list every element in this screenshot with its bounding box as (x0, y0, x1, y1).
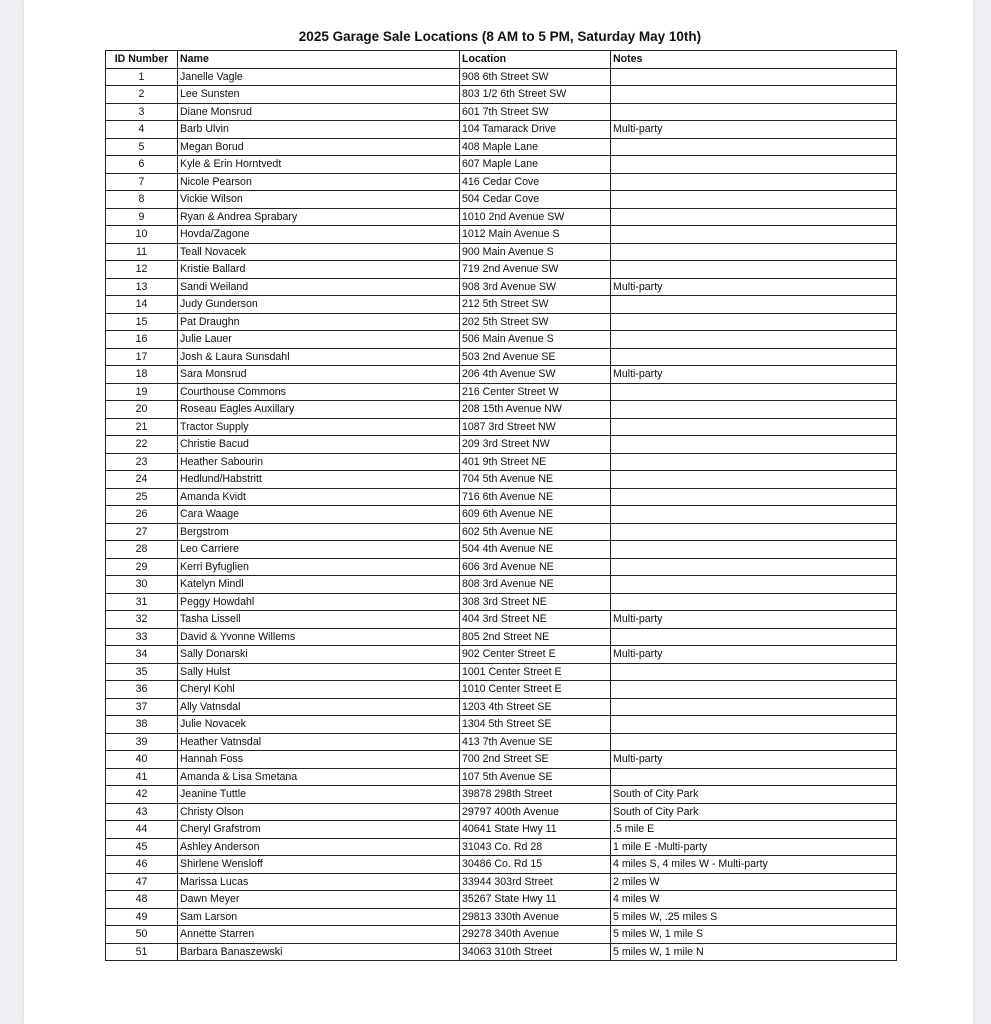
table-row (106, 926, 897, 944)
cell-location: 606 3rd Avenue NE (460, 558, 611, 576)
table-row (106, 383, 897, 401)
header-name: Name (178, 51, 460, 69)
cell-name: Tractor Supply (178, 418, 460, 436)
cell-location: 216 Center Street W (460, 383, 611, 401)
table-row (106, 716, 897, 734)
cell-location: 34063 310th Street (460, 943, 611, 961)
cell-notes (611, 243, 897, 261)
table-row (106, 681, 897, 699)
cell-name: Ashley Anderson (178, 838, 460, 856)
cell-id: 12 (106, 261, 178, 279)
table-row (106, 173, 897, 191)
cell-notes (611, 103, 897, 121)
table-row (106, 646, 897, 664)
cell-location: 1010 Center Street E (460, 681, 611, 699)
cell-name: Dawn Meyer (178, 891, 460, 909)
cell-name: Bergstrom (178, 523, 460, 541)
cell-notes (611, 558, 897, 576)
table-row (106, 313, 897, 331)
cell-location: 607 Maple Lane (460, 156, 611, 174)
cell-name: Amanda & Lisa Smetana (178, 768, 460, 786)
cell-name: Cheryl Kohl (178, 681, 460, 699)
table-row (106, 331, 897, 349)
cell-name: Heather Sabourin (178, 453, 460, 471)
table-row (106, 401, 897, 419)
garage-sale-table (105, 50, 897, 961)
header-location: Location (460, 51, 611, 69)
table-row (106, 86, 897, 104)
cell-notes (611, 331, 897, 349)
table-row (106, 436, 897, 454)
table-row (106, 156, 897, 174)
page-title: 2025 Garage Sale Locations (8 AM to 5 PM, Saturday May 10th) (298, 29, 702, 44)
cell-name: Diane Monsrud (178, 103, 460, 121)
table-row (106, 471, 897, 489)
cell-location: 35267 State Hwy 11 (460, 891, 611, 909)
cell-location: 209 3rd Street NW (460, 436, 611, 454)
cell-name: Sara Monsrud (178, 366, 460, 384)
cell-name: Nicole Pearson (178, 173, 460, 191)
cell-name: Heather Vatnsdal (178, 733, 460, 751)
cell-notes: 5 miles W, .25 miles S (611, 908, 897, 926)
cell-name: Peggy Howdahl (178, 593, 460, 611)
cell-id: 36 (106, 681, 178, 699)
cell-name: Kyle & Erin Horntvedt (178, 156, 460, 174)
cell-notes (611, 768, 897, 786)
cell-notes (611, 541, 897, 559)
cell-id: 16 (106, 331, 178, 349)
cell-id: 17 (106, 348, 178, 366)
cell-name: Sam Larson (178, 908, 460, 926)
cell-id: 47 (106, 873, 178, 891)
cell-name: Roseau Eagles Auxillary (178, 401, 460, 419)
cell-location: 202 5th Street SW (460, 313, 611, 331)
cell-notes (611, 523, 897, 541)
table-row (106, 261, 897, 279)
cell-id: 40 (106, 751, 178, 769)
cell-location: 506 Main Avenue S (460, 331, 611, 349)
cell-id: 6 (106, 156, 178, 174)
cell-name: Ryan & Andrea Sprabary (178, 208, 460, 226)
cell-notes: Multi-party (611, 366, 897, 384)
cell-id: 39 (106, 733, 178, 751)
cell-name: Judy Gunderson (178, 296, 460, 314)
table-row (106, 768, 897, 786)
cell-id: 38 (106, 716, 178, 734)
cell-notes (611, 156, 897, 174)
cell-location: 1304 5th Street SE (460, 716, 611, 734)
cell-id: 21 (106, 418, 178, 436)
cell-notes: .5 mile E (611, 821, 897, 839)
cell-id: 48 (106, 891, 178, 909)
cell-name: Hedlund/Habstritt (178, 471, 460, 489)
cell-name: Cheryl Grafstrom (178, 821, 460, 839)
cell-location: 308 3rd Street NE (460, 593, 611, 611)
table-row (106, 838, 897, 856)
cell-id: 28 (106, 541, 178, 559)
table-row (106, 191, 897, 209)
cell-id: 23 (106, 453, 178, 471)
cell-id: 30 (106, 576, 178, 594)
cell-name: Hovda/Zagone (178, 226, 460, 244)
cell-notes (611, 313, 897, 331)
cell-id: 15 (106, 313, 178, 331)
cell-location: 1087 3rd Street NW (460, 418, 611, 436)
cell-name: Annette Starren (178, 926, 460, 944)
cell-name: Cara Waage (178, 506, 460, 524)
cell-location: 1001 Center Street E (460, 663, 611, 681)
cell-id: 41 (106, 768, 178, 786)
cell-name: Courthouse Commons (178, 383, 460, 401)
cell-notes: 4 miles S, 4 miles W - Multi-party (611, 856, 897, 874)
cell-location: 716 6th Avenue NE (460, 488, 611, 506)
cell-id: 31 (106, 593, 178, 611)
cell-location: 408 Maple Lane (460, 138, 611, 156)
cell-name: Janelle Vagle (178, 68, 460, 86)
cell-name: Josh & Laura Sunsdahl (178, 348, 460, 366)
cell-location: 908 3rd Avenue SW (460, 278, 611, 296)
table-row (106, 296, 897, 314)
cell-location: 416 Cedar Cove (460, 173, 611, 191)
cell-location: 602 5th Avenue NE (460, 523, 611, 541)
table-row (106, 541, 897, 559)
cell-location: 104 Tamarack Drive (460, 121, 611, 139)
cell-notes: Multi-party (611, 611, 897, 629)
cell-name: Christie Bacud (178, 436, 460, 454)
cell-location: 31043 Co. Rd 28 (460, 838, 611, 856)
cell-notes (611, 173, 897, 191)
cell-id: 37 (106, 698, 178, 716)
table-row (106, 243, 897, 261)
table-row (106, 121, 897, 139)
cell-notes (611, 208, 897, 226)
cell-notes (611, 716, 897, 734)
cell-name: Christy Olson (178, 803, 460, 821)
table-body (106, 68, 897, 961)
cell-notes (611, 471, 897, 489)
cell-notes (611, 383, 897, 401)
cell-location: 1010 2nd Avenue SW (460, 208, 611, 226)
cell-location: 908 6th Street SW (460, 68, 611, 86)
table-row (106, 418, 897, 436)
cell-id: 29 (106, 558, 178, 576)
table-row (106, 908, 897, 926)
cell-notes (611, 488, 897, 506)
cell-notes (611, 261, 897, 279)
cell-location: 212 5th Street SW (460, 296, 611, 314)
cell-name: Marissa Lucas (178, 873, 460, 891)
cell-name: David & Yvonne Willems (178, 628, 460, 646)
cell-location: 700 2nd Street SE (460, 751, 611, 769)
table-row (106, 751, 897, 769)
cell-id: 9 (106, 208, 178, 226)
cell-id: 20 (106, 401, 178, 419)
cell-id: 42 (106, 786, 178, 804)
cell-id: 3 (106, 103, 178, 121)
table-row (106, 873, 897, 891)
cell-id: 25 (106, 488, 178, 506)
cell-notes (611, 226, 897, 244)
cell-id: 27 (106, 523, 178, 541)
cell-notes: 1 mile E -Multi-party (611, 838, 897, 856)
table-row (106, 628, 897, 646)
cell-notes: Multi-party (611, 751, 897, 769)
cell-location: 29278 340th Avenue (460, 926, 611, 944)
cell-name: Barbara Banaszewski (178, 943, 460, 961)
cell-notes: Multi-party (611, 646, 897, 664)
cell-notes (611, 86, 897, 104)
cell-location: 29797 400th Avenue (460, 803, 611, 821)
cell-id: 51 (106, 943, 178, 961)
cell-notes (611, 138, 897, 156)
cell-name: Julie Novacek (178, 716, 460, 734)
cell-location: 33944 303rd Street (460, 873, 611, 891)
cell-notes (611, 663, 897, 681)
header-notes: Notes (611, 51, 897, 69)
cell-location: 39878 298th Street (460, 786, 611, 804)
cell-name: Hannah Foss (178, 751, 460, 769)
cell-location: 503 2nd Avenue SE (460, 348, 611, 366)
table-row (106, 576, 897, 594)
cell-id: 45 (106, 838, 178, 856)
table-row (106, 733, 897, 751)
cell-location: 704 5th Avenue NE (460, 471, 611, 489)
cell-id: 19 (106, 383, 178, 401)
table-row (106, 488, 897, 506)
cell-notes: South of City Park (611, 786, 897, 804)
cell-id: 26 (106, 506, 178, 524)
cell-id: 35 (106, 663, 178, 681)
table-row (106, 348, 897, 366)
cell-id: 1 (106, 68, 178, 86)
cell-name: Ally Vatnsdal (178, 698, 460, 716)
cell-location: 805 2nd Street NE (460, 628, 611, 646)
cell-location: 404 3rd Street NE (460, 611, 611, 629)
cell-id: 8 (106, 191, 178, 209)
cell-location: 29813 330th Avenue (460, 908, 611, 926)
cell-notes (611, 68, 897, 86)
cell-notes (611, 348, 897, 366)
table-row (106, 856, 897, 874)
cell-notes (611, 436, 897, 454)
cell-location: 719 2nd Avenue SW (460, 261, 611, 279)
cell-notes (611, 593, 897, 611)
cell-location: 808 3rd Avenue NE (460, 576, 611, 594)
cell-id: 18 (106, 366, 178, 384)
table-row (106, 943, 897, 961)
document-page (24, 0, 973, 1024)
cell-notes: 4 miles W (611, 891, 897, 909)
cell-id: 7 (106, 173, 178, 191)
cell-id: 33 (106, 628, 178, 646)
cell-location: 40641 State Hwy 11 (460, 821, 611, 839)
cell-name: Lee Sunsten (178, 86, 460, 104)
table-row (106, 226, 897, 244)
cell-location: 902 Center Street E (460, 646, 611, 664)
table-row (106, 208, 897, 226)
cell-location: 206 4th Avenue SW (460, 366, 611, 384)
cell-name: Amanda Kvidt (178, 488, 460, 506)
cell-notes: 5 miles W, 1 mile S (611, 926, 897, 944)
cell-id: 22 (106, 436, 178, 454)
cell-notes (611, 401, 897, 419)
cell-notes (611, 296, 897, 314)
cell-notes (611, 506, 897, 524)
cell-id: 24 (106, 471, 178, 489)
cell-id: 2 (106, 86, 178, 104)
cell-id: 44 (106, 821, 178, 839)
cell-id: 43 (106, 803, 178, 821)
cell-id: 34 (106, 646, 178, 664)
cell-id: 50 (106, 926, 178, 944)
cell-name: Barb Ulvin (178, 121, 460, 139)
cell-name: Megan Borud (178, 138, 460, 156)
table-row (106, 138, 897, 156)
cell-name: Jeanine Tuttle (178, 786, 460, 804)
cell-location: 1012 Main Avenue S (460, 226, 611, 244)
cell-name: Shirlene Wensloff (178, 856, 460, 874)
cell-notes: 2 miles W (611, 873, 897, 891)
cell-notes (611, 191, 897, 209)
cell-id: 46 (106, 856, 178, 874)
cell-id: 13 (106, 278, 178, 296)
table-row (106, 698, 897, 716)
cell-id: 10 (106, 226, 178, 244)
table-row (106, 611, 897, 629)
cell-location: 1203 4th Street SE (460, 698, 611, 716)
cell-location: 208 15th Avenue NW (460, 401, 611, 419)
cell-notes (611, 698, 897, 716)
cell-location: 504 Cedar Cove (460, 191, 611, 209)
table-row (106, 278, 897, 296)
cell-name: Pat Draughn (178, 313, 460, 331)
table-row (106, 453, 897, 471)
cell-name: Teall Novacek (178, 243, 460, 261)
table-row (106, 366, 897, 384)
cell-location: 601 7th Street SW (460, 103, 611, 121)
cell-id: 11 (106, 243, 178, 261)
cell-notes: 5 miles W, 1 mile N (611, 943, 897, 961)
cell-name: Leo Carriere (178, 541, 460, 559)
header-id: ID Number (106, 51, 178, 69)
cell-name: Kristie Ballard (178, 261, 460, 279)
cell-location: 609 6th Avenue NE (460, 506, 611, 524)
cell-name: Sandi Weiland (178, 278, 460, 296)
cell-notes (611, 418, 897, 436)
cell-id: 4 (106, 121, 178, 139)
cell-notes: Multi-party (611, 121, 897, 139)
header-row (106, 51, 897, 69)
cell-id: 14 (106, 296, 178, 314)
cell-location: 30486 Co. Rd 15 (460, 856, 611, 874)
table-row (106, 103, 897, 121)
cell-location: 900 Main Avenue S (460, 243, 611, 261)
cell-id: 5 (106, 138, 178, 156)
table-row (106, 803, 897, 821)
cell-id: 32 (106, 611, 178, 629)
cell-location: 107 5th Avenue SE (460, 768, 611, 786)
table-row (106, 821, 897, 839)
cell-location: 401 9th Street NE (460, 453, 611, 471)
cell-location: 803 1/2 6th Street SW (460, 86, 611, 104)
table-row (106, 506, 897, 524)
table-row (106, 786, 897, 804)
cell-notes (611, 628, 897, 646)
cell-location: 504 4th Avenue NE (460, 541, 611, 559)
cell-name: Sally Hulst (178, 663, 460, 681)
cell-notes (611, 733, 897, 751)
table-row (106, 523, 897, 541)
cell-name: Vickie Wilson (178, 191, 460, 209)
cell-name: Katelyn Mindl (178, 576, 460, 594)
cell-notes (611, 453, 897, 471)
cell-notes (611, 681, 897, 699)
cell-notes: Multi-party (611, 278, 897, 296)
cell-id: 49 (106, 908, 178, 926)
cell-name: Tasha Lissell (178, 611, 460, 629)
cell-name: Sally Donarski (178, 646, 460, 664)
cell-notes (611, 576, 897, 594)
table-row (106, 663, 897, 681)
cell-name: Julie Lauer (178, 331, 460, 349)
cell-location: 413 7th Avenue SE (460, 733, 611, 751)
cell-name: Kerri Byfuglien (178, 558, 460, 576)
table-row (106, 68, 897, 86)
cell-notes: South of City Park (611, 803, 897, 821)
table-row (106, 558, 897, 576)
table-row (106, 593, 897, 611)
table-row (106, 891, 897, 909)
